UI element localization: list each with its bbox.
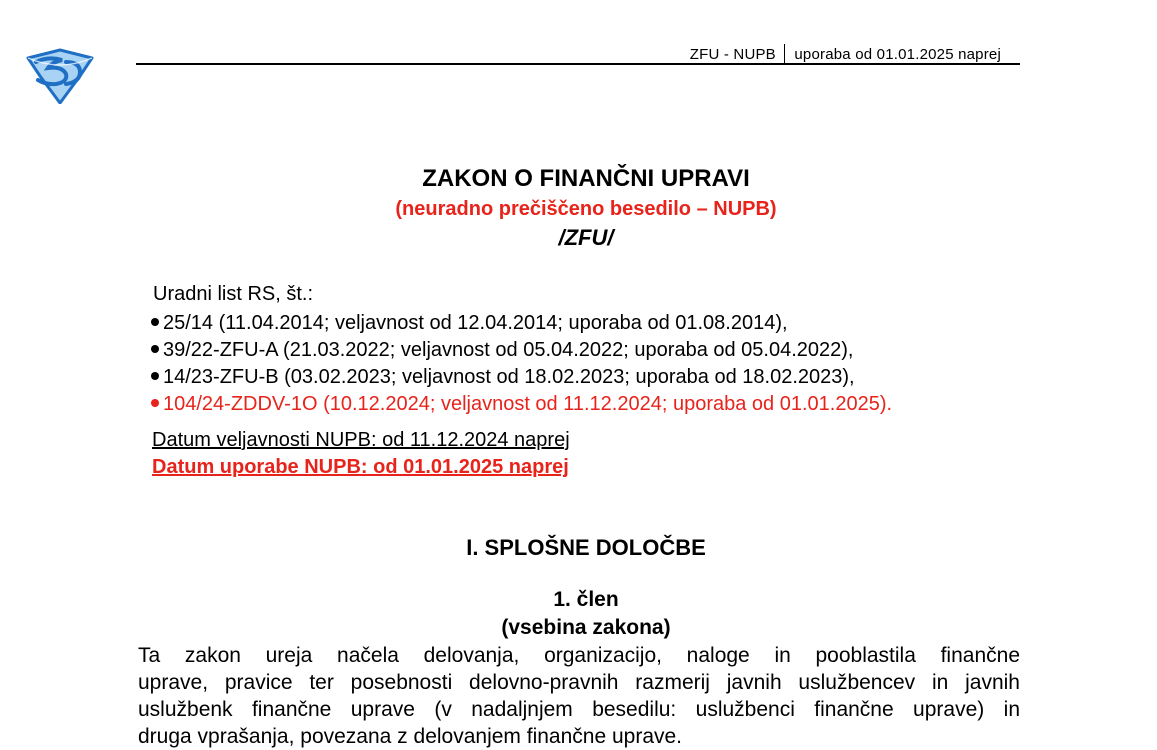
bullet-icon [151,345,159,353]
header-rule [136,63,1020,65]
running-header [690,44,1001,64]
document-subtitle: (neuradno prečiščeno besedilo – NUPB) [395,198,777,220]
paragraph-line: Ta zakon ureja načela delovanja, organizacijo, naloge in pooblastila finančne [138,644,1020,667]
bullet-icon [151,318,159,326]
document-title: ZAKON O FINANČNI UPRAVI [422,165,750,192]
article-number: 1. člen [553,588,619,611]
gazette-entry: 14/23-ZFU-B (03.02.2023; veljavnost od 18.02.2023; uporaba od 18.02.2023), [151,364,892,391]
article-paragraph [138,642,1020,750]
paragraph-line: uslužbenk finančne uprave (v nadaljnjem besedilu: uslužbenci finančne uprave) in [138,698,1020,721]
header-doc-code: ZFU - NUPB [689,45,776,63]
paragraph-line: druga vprašanja, povezana z delovanjem finančne uprave. [138,725,683,748]
gazette-list [151,310,892,418]
document-abbreviation: /ZFU/ [558,225,614,250]
header-separator [784,44,786,64]
bullet-icon [151,372,159,380]
gazette-label: Uradni list RS, št.: [153,283,314,305]
usage-date: Datum uporabe NUPB: od 01.01.2025 naprej [152,456,569,478]
gazette-entry-latest: 104/24-ZDDV-1O (10.12.2024; veljavnost od 11.12.2024; uporaba od 01.01.2025). [151,391,892,418]
header-usage: uporaba od 01.01.2025 naprej [794,45,1001,63]
gazette-entry: 25/14 (11.04.2014; veljavnost od 12.04.2014; uporaba od 01.08.2014), [151,310,892,337]
gazette-entry: 39/22-ZFU-A (21.03.2022; veljavnost od 05.04.2022; uporaba od 05.04.2022), [151,337,892,364]
logo-icon [22,48,96,104]
validity-date: Datum veljavnosti NUPB: od 11.12.2024 naprej [152,429,570,451]
article-heading: (vsebina zakona) [501,616,671,639]
bullet-icon [151,399,159,407]
chapter-heading: I. SPLOŠNE DOLOČBE [466,535,706,560]
paragraph-line: uprave, pravice ter posebnosti delovno-pravnih razmerij javnih uslužbencev in javnih [138,671,1020,694]
